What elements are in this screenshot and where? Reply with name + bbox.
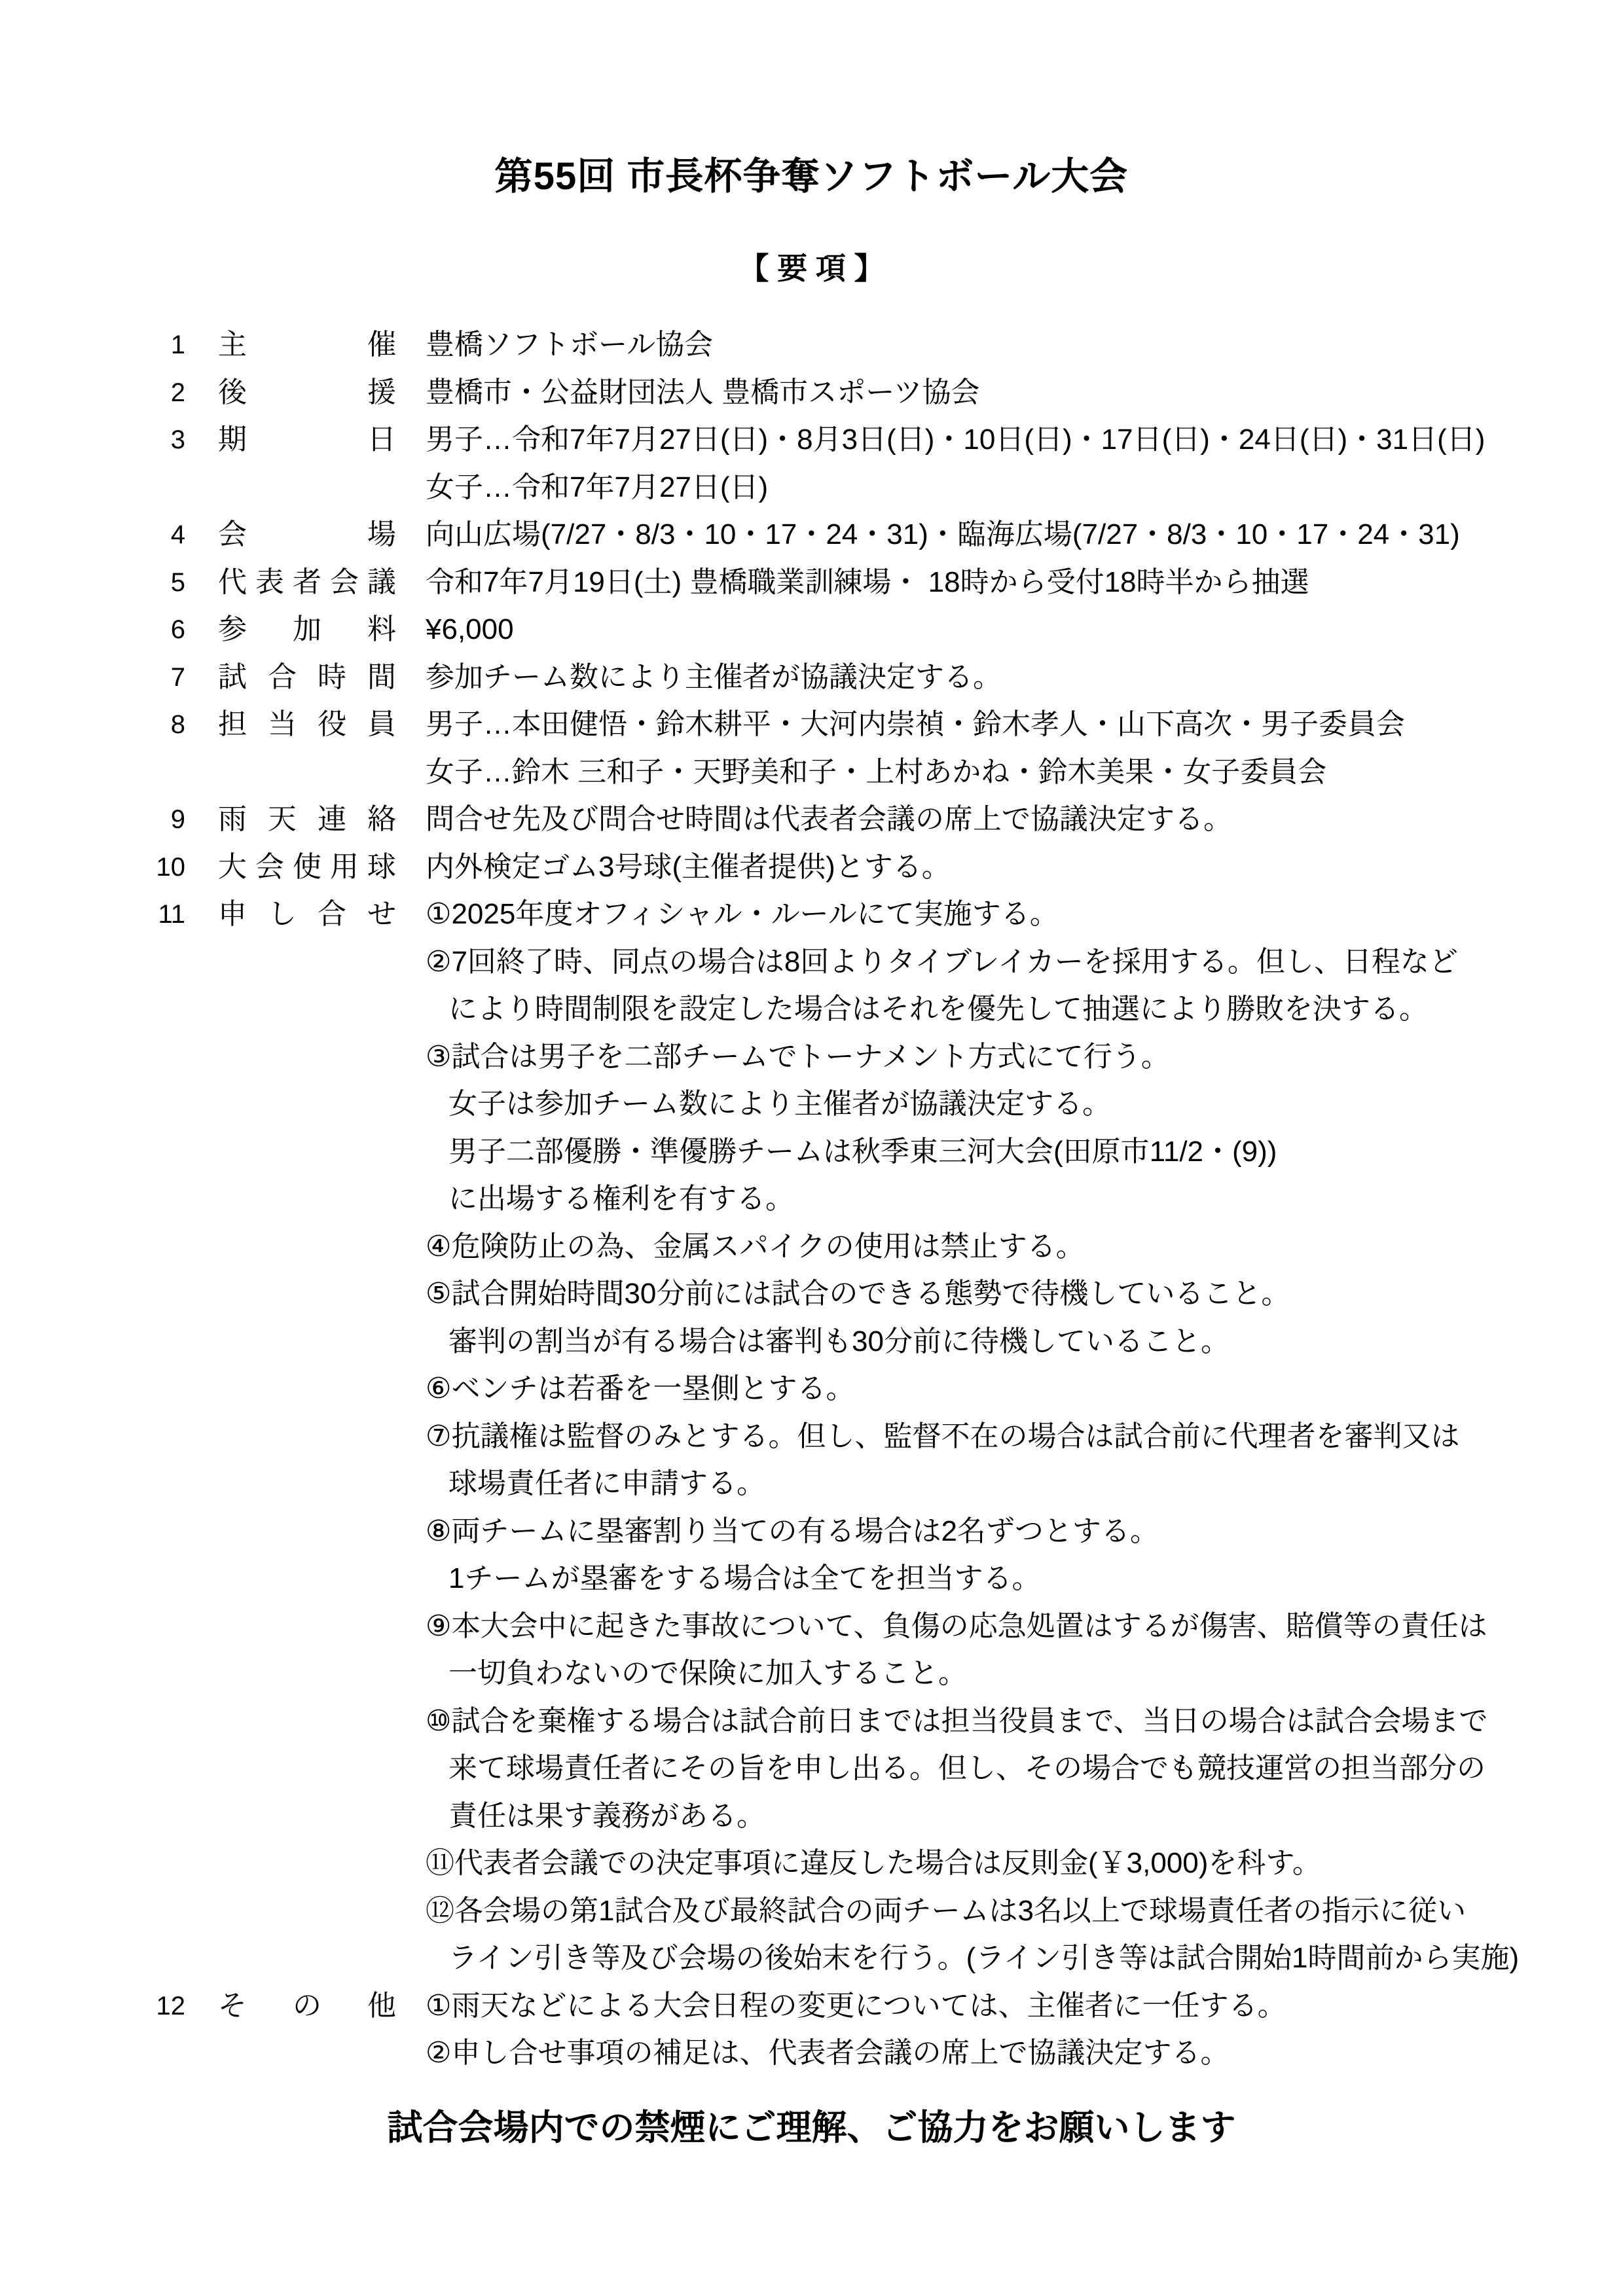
list-row: [0, 2030, 1623, 2077]
item-label: [218, 891, 396, 939]
item-text: 男子…本田健悟・鈴木耕平・大河内崇禎・鈴木孝人・山下高次・男子委員会: [426, 708, 1405, 740]
item-text: ⑫各会場の第1試合及び最終試合の両チームは3名以上で球場責任者の指示に従い: [426, 1894, 1466, 1927]
item-label-char: 担: [218, 708, 247, 740]
item-number: 5: [170, 567, 185, 597]
list-row: [0, 559, 1623, 607]
list-row: [0, 1840, 1623, 1888]
item-label-char: そ: [218, 1989, 247, 2022]
item-text: 1チームが塁審をする場合は全てを担当する。: [448, 1562, 1041, 1594]
item-label-char: 絡: [367, 803, 396, 835]
item-label-char: 催: [367, 329, 396, 361]
item-label: [218, 844, 396, 891]
item-text: ④危険防止の為、金属スパイクの使用は禁止する。: [426, 1230, 1085, 1263]
item-text: 豊橋ソフトボール協会: [426, 329, 714, 361]
item-label-char: 会: [330, 565, 359, 598]
item-label-char: 代: [218, 565, 247, 598]
item-text: 審判の割当が有る場合は審判も30分前に待機していること。: [448, 1325, 1230, 1357]
item-label-char: 者: [293, 565, 321, 598]
item-text: 男子…令和7年7月27日(日)・8月3日(日)・10日(日)・17日(日)・24日(日)・31日(日): [426, 423, 1486, 456]
list-row: [0, 1745, 1623, 1793]
item-text: ⑩試合を棄権する場合は試合前日までは担当役員まで、当日の場合は試合会場まで: [426, 1704, 1488, 1737]
item-number: 8: [170, 710, 185, 739]
list-row: [0, 1413, 1623, 1461]
item-label-char: 場: [367, 518, 396, 550]
list-row: [0, 844, 1623, 891]
list-row: [0, 416, 1623, 464]
item-label-char: せ: [367, 898, 396, 930]
item-label-char: 間: [367, 660, 396, 693]
list-row: [0, 321, 1623, 369]
item-label-char: 員: [367, 708, 396, 740]
item-text: ①2025年度オフィシャル・ルールにて実施する。: [426, 898, 1059, 930]
item-text: ②7回終了時、同点の場合は8回よりタイブレイカーを採用する。但し、日程など: [426, 945, 1458, 978]
item-text: ③試合は男子を二部チームでトーナメント方式にて行う。: [426, 1040, 1170, 1073]
item-label-char: 連: [318, 803, 346, 835]
item-text: 令和7年7月19日(土) 豊橋職業訓練場・ 18時から受付18時半から抽選: [426, 565, 1309, 598]
item-text: ライン引き等及び会場の後始末を行う。(ライン引き等は試合開始1時間前から実施): [448, 1942, 1520, 1974]
item-text: 豊橋市・公益財団法人 豊橋市スポーツ協会: [426, 376, 980, 408]
list-row: [0, 654, 1623, 702]
item-label: [218, 559, 396, 607]
item-label-char: 料: [367, 613, 396, 645]
item-label-char: 用: [330, 850, 359, 883]
list-row: [0, 606, 1623, 654]
item-label: [218, 511, 396, 559]
item-label-char: 申: [218, 898, 247, 930]
item-label-char: 援: [367, 376, 396, 408]
item-label-char: の: [293, 1989, 321, 2022]
item-label-char: 会: [218, 518, 247, 550]
item-label-char: 表: [255, 565, 284, 598]
item-label: [218, 321, 396, 369]
item-text: ⑪代表者会議での決定事項に違反した場合は反則金(￥3,000)を科す。: [426, 1847, 1321, 1879]
item-text: 男子二部優勝・準優勝チームは秋季東三河大会(田原市11/2・(9)): [448, 1135, 1277, 1168]
item-text: ①雨天などによる大会日程の変更については、主催者に一任する。: [426, 1989, 1286, 2022]
item-label-char: 時: [318, 660, 346, 693]
item-number: 6: [170, 615, 185, 644]
page-subtitle: 【 要 項 】: [739, 251, 884, 285]
item-number: 1: [170, 331, 185, 359]
item-label-char: 他: [367, 1989, 396, 2022]
list-row: [0, 796, 1623, 844]
item-label-char: し: [268, 898, 297, 930]
list-row: [0, 891, 1623, 939]
item-label-char: 大: [218, 850, 247, 883]
item-text: 女子…令和7年7月27日(日): [426, 471, 769, 503]
list-row: [0, 939, 1623, 986]
item-label-char: 天: [268, 803, 297, 835]
item-text: ⑥ベンチは若番を一塁側とする。: [426, 1372, 855, 1405]
item-label-char: 球: [367, 850, 396, 883]
list-row: [0, 1555, 1623, 1603]
item-label-char: 期: [218, 423, 247, 456]
item-number: 12: [156, 1991, 185, 2020]
item-label: [218, 1982, 396, 2030]
list-row: [0, 986, 1623, 1033]
list-row: [0, 1460, 1623, 1508]
list-row: [0, 1223, 1623, 1271]
item-text: ¥6,000: [426, 613, 514, 645]
item-label-char: 合: [318, 898, 346, 930]
item-label: [218, 369, 396, 417]
item-text: ⑨本大会中に起きた事故について、負傷の応急処置はするが傷害、賠償等の責任は: [426, 1609, 1487, 1642]
footer-notice: 試合会場内での禁煙にご理解、ご協力をお願いします: [387, 2108, 1236, 2147]
item-label-char: 役: [318, 708, 346, 740]
item-text: ⑧両チームに塁審割り当ての有る場合は2名ずつとする。: [426, 1515, 1159, 1547]
list-row: [0, 1365, 1623, 1413]
item-label-char: 合: [268, 660, 297, 693]
item-text: 問合せ先及び問合せ時間は代表者会議の席上で協議決定する。: [426, 803, 1232, 835]
item-text: 責任は果す義務がある。: [448, 1799, 765, 1832]
item-text: 来て球場責任者にその旨を申し出る。但し、その場合でも競技運営の担当部分の: [448, 1752, 1486, 1784]
item-label: [218, 606, 396, 654]
list-row: [0, 1793, 1623, 1840]
list-row: [0, 1603, 1623, 1651]
list-row: [0, 1698, 1623, 1746]
item-text: 向山広場(7/27・8/3・10・17・24・31)・臨海広場(7/27・8/3・10・17・24・31): [426, 518, 1460, 550]
page-title: 第55回 市長杯争奪ソフトボール大会: [494, 155, 1129, 198]
item-label-char: 参: [218, 613, 247, 645]
item-number: 4: [170, 520, 185, 549]
item-label-char: 試: [218, 660, 247, 693]
item-label-char: 後: [218, 376, 247, 408]
list-row: [0, 1888, 1623, 1935]
item-text: に出場する権利を有する。: [448, 1183, 794, 1215]
item-text: 参加チーム数により主催者が協議決定する。: [426, 660, 1002, 693]
item-text: 女子は参加チーム数により主催者が協議決定する。: [448, 1088, 1111, 1120]
item-label-char: 使: [293, 850, 321, 883]
item-label-char: 雨: [218, 803, 247, 835]
item-number: 7: [170, 662, 185, 692]
item-text: 球場責任者に申請する。: [448, 1467, 765, 1499]
item-text: ⑦抗議権は監督のみとする。但し、監督不在の場合は試合前に代理者を審判又は: [426, 1420, 1460, 1452]
item-label: [218, 701, 396, 749]
list-row: [0, 369, 1623, 417]
item-label: [218, 654, 396, 702]
item-text: 一切負わないので保険に加入すること。: [448, 1657, 967, 1689]
list-row: [0, 701, 1623, 749]
list-row: [0, 1982, 1623, 2030]
item-number: 11: [158, 900, 185, 929]
list-row: [0, 1508, 1623, 1556]
list-row: [0, 1270, 1623, 1318]
item-text: により時間制限を設定した場合はそれを優先して抽選により勝敗を決する。: [448, 993, 1428, 1025]
list-row: [0, 1033, 1623, 1081]
list-row: [0, 1081, 1623, 1128]
item-text: 内外検定ゴム3号球(主催者提供)とする。: [426, 850, 951, 883]
list-row: [0, 1935, 1623, 1982]
item-label-char: 議: [367, 565, 396, 598]
item-label: [218, 416, 396, 464]
item-label: [218, 796, 396, 844]
list-row: [0, 749, 1623, 797]
item-number: 2: [170, 378, 185, 407]
item-label-char: 主: [218, 329, 247, 361]
list-row: [0, 1128, 1623, 1176]
item-number: 3: [170, 425, 185, 454]
item-label-char: 日: [367, 423, 396, 456]
item-number: 10: [156, 852, 185, 882]
item-label-char: 当: [268, 708, 297, 740]
list-row: [0, 1650, 1623, 1698]
list-row: [0, 511, 1623, 559]
item-number: 9: [170, 805, 185, 834]
list-row: [0, 1175, 1623, 1223]
item-label-char: 加: [293, 613, 321, 645]
item-text: 女子…鈴木 三和子・天野美和子・上村あかね・鈴木美果・女子委員会: [426, 755, 1327, 788]
item-list: [0, 321, 1623, 2077]
item-text: ⑤試合開始時間30分前には試合のできる態勢で待機していること。: [426, 1278, 1290, 1310]
list-row: [0, 464, 1623, 512]
item-label-char: 会: [255, 850, 284, 883]
item-text: ②申し合せ事項の補足は、代表者会議の席上で協議決定する。: [426, 2037, 1230, 2069]
list-row: [0, 1318, 1623, 1366]
